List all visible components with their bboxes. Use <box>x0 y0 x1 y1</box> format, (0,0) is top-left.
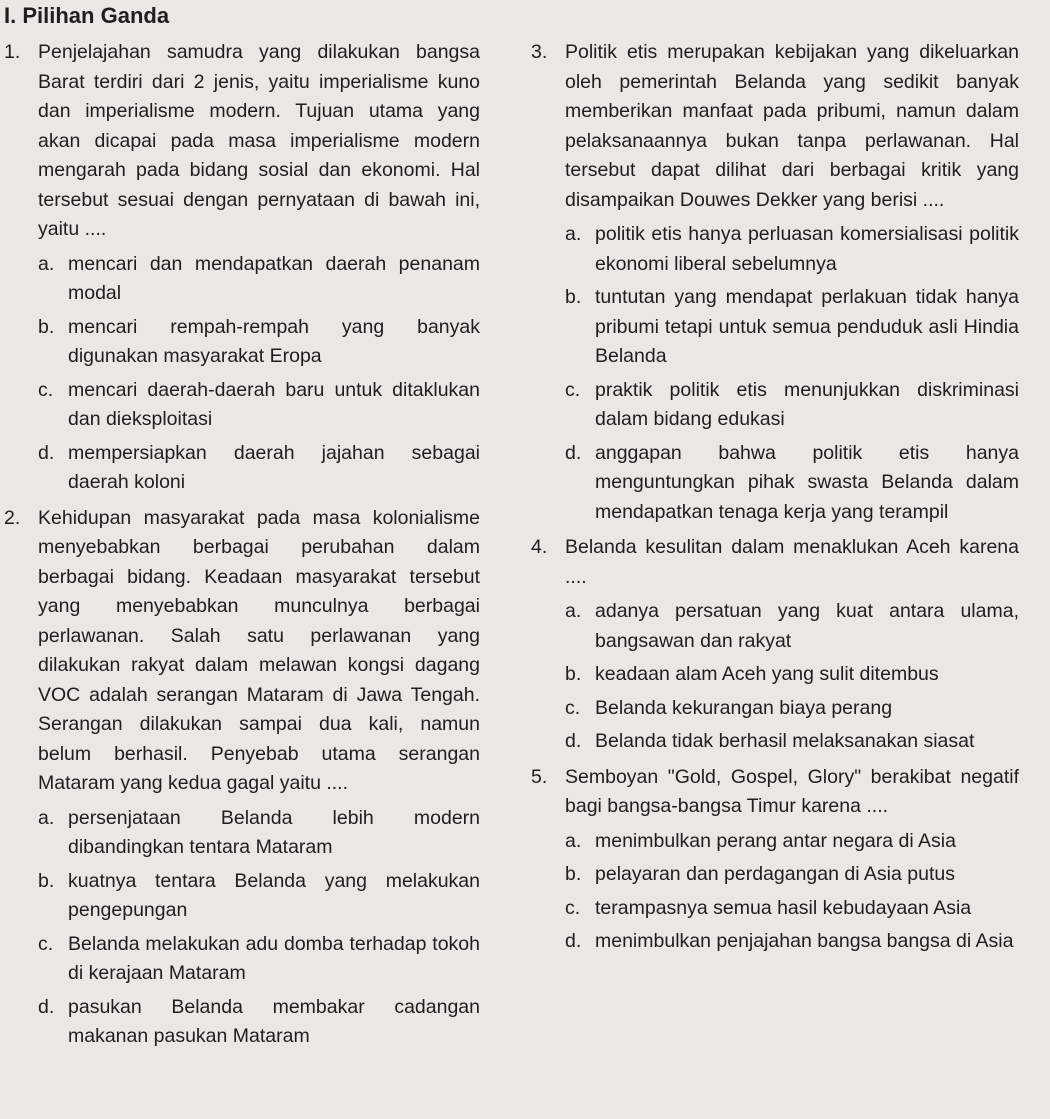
option-letter: c. <box>38 932 54 955</box>
option-letter: b. <box>565 663 582 685</box>
option-letter: b. <box>565 863 582 885</box>
option-b[interactable] <box>565 283 1019 372</box>
option-text: kuatnya tentara Belanda yang melakukan pengepungan <box>68 869 480 921</box>
option-c[interactable] <box>565 376 1019 435</box>
option-a[interactable] <box>565 827 1019 857</box>
option-text: keadaan alam Aceh yang sulit ditembus <box>595 663 939 685</box>
option-letter: a. <box>565 600 582 622</box>
option-a[interactable] <box>38 804 480 863</box>
option-text: anggapan bahwa politik etis hanya menguntungkan pihak swasta Belanda dalam mendapatkan tenaga kerja yang terampil <box>595 441 1019 523</box>
option-text: mencari rempah-rempah yang banyak digunakan masyarakat Eropa <box>68 315 480 367</box>
option-letter: d. <box>565 930 582 952</box>
option-letter: c. <box>565 378 581 401</box>
option-text: mencari dan mendapatkan daerah penanam modal <box>68 252 480 304</box>
option-text: Belanda tidak berhasil melaksanakan siasat <box>595 730 975 752</box>
option-list <box>38 250 480 498</box>
option-c[interactable] <box>565 694 1019 724</box>
question-2 <box>4 504 480 1052</box>
option-b[interactable] <box>38 867 480 926</box>
option-a[interactable] <box>565 597 1019 656</box>
option-text: pelayaran dan perdagangan di Asia putus <box>595 863 955 885</box>
question-4 <box>531 533 1019 757</box>
option-c[interactable] <box>38 930 480 989</box>
question-text: Semboyan "Gold, Gospel, Glory" berakibat negatif bagi bangsa-bangsa Timur karena .... <box>565 765 1019 817</box>
question-text: Politik etis merupakan kebijakan yang dikeluarkan oleh pemerintah Belanda yang sedikit banyak memberikan manfaat pada pribumi, namun dalam pelaksanaannya bukan tanpa perlawanan. Hal tersebut dapat dilihat dari berbagai kritik yang disampaikan Douwes Dekker yang berisi .... <box>565 41 1019 211</box>
option-text: tuntutan yang mendapat perlakuan tidak hanya pribumi tetapi untuk semua penduduk asli Hindia Belanda <box>595 286 1019 367</box>
option-b[interactable] <box>565 860 1019 890</box>
option-letter: a. <box>38 806 55 829</box>
section-heading <box>4 2 169 30</box>
option-letter: d. <box>38 995 55 1018</box>
question-text: Kehidupan masyarakat pada masa kolonialisme menyebabkan berbagai perubahan dalam berbagai bidang. Keadaan masyarakat tersebut yang menyebabkan munculnya berbagai perlawanan. Salah satu perlawanan yang dilakukan rakyat dalam melawan kongsi dagang VOC adalah serangan Mataram di Jawa Tengah. Serangan dilakukan sampai dua kali, namun belum berhasil. Penyebab utama serangan Mataram yang kedua gagal yaitu .... <box>38 506 480 794</box>
question-number: 5. <box>531 765 548 788</box>
option-text: pasukan Belanda membakar cadangan makanan pasukan Mataram <box>68 995 480 1047</box>
option-text: menimbulkan perang antar negara di Asia <box>595 829 956 852</box>
question-number: 3. <box>531 41 548 63</box>
question-3 <box>531 38 1019 527</box>
option-text: persenjataan Belanda lebih modern dibandingkan tentara Mataram <box>68 806 480 858</box>
option-letter: b. <box>565 286 582 308</box>
option-b[interactable] <box>38 313 480 372</box>
option-letter: d. <box>38 441 55 464</box>
option-text: praktik politik etis menunjukkan diskriminasi dalam bidang edukasi <box>595 378 1019 430</box>
question-text: Penjelajahan samudra yang dilakukan bangsa Barat terdiri dari 2 jenis, yaitu imperialisme kuno dan imperialisme modern. Tujuan utama yang akan dicapai pada masa imperialisme modern mengarah pada bidang sosial dan ekonomi. Hal tersebut sesuai dengan pernyataan di bawah ini, yaitu .... <box>38 41 480 240</box>
option-list <box>565 220 1019 527</box>
question-number: 1. <box>4 41 21 63</box>
option-list <box>38 804 480 1052</box>
option-c[interactable] <box>565 894 1019 924</box>
option-c[interactable] <box>38 376 480 435</box>
left-column <box>4 38 480 1056</box>
option-letter: a. <box>565 829 582 852</box>
option-d[interactable] <box>565 727 1019 757</box>
option-d[interactable] <box>38 993 480 1052</box>
option-letter: d. <box>565 441 582 464</box>
option-list <box>565 597 1019 757</box>
question-text: Belanda kesulitan dalam menaklukan Aceh karena .... <box>565 536 1019 588</box>
option-text: Belanda melakukan adu domba terhadap tokoh di kerajaan Mataram <box>68 932 480 984</box>
option-text: menimbulkan penjajahan bangsa bangsa di Asia <box>595 930 1014 952</box>
question-number: 4. <box>531 536 548 558</box>
section-number: I. <box>4 3 17 28</box>
option-text: adanya persatuan yang kuat antara ulama, bangsawan dan rakyat <box>595 600 1019 652</box>
option-text: politik etis hanya perluasan komersialisasi politik ekonomi liberal sebelumnya <box>595 223 1019 275</box>
option-list <box>565 827 1019 957</box>
option-letter: c. <box>38 378 54 401</box>
option-letter: c. <box>565 696 581 719</box>
right-column <box>531 38 1019 961</box>
option-letter: c. <box>565 896 581 919</box>
option-d[interactable] <box>38 439 480 498</box>
option-a[interactable] <box>565 220 1019 279</box>
question-1 <box>4 38 480 498</box>
section-title: Pilihan Ganda <box>22 3 170 28</box>
option-d[interactable] <box>565 927 1019 957</box>
question-5 <box>531 763 1019 957</box>
option-b[interactable] <box>565 660 1019 690</box>
option-letter: b. <box>38 315 55 338</box>
question-number: 2. <box>4 506 21 529</box>
option-letter: a. <box>565 223 582 245</box>
option-letter: d. <box>565 730 582 752</box>
option-text: terampasnya semua hasil kebudayaan Asia <box>595 896 972 919</box>
option-text: mencari daerah-daerah baru untuk ditaklukan dan dieksploitasi <box>68 378 480 430</box>
option-letter: b. <box>38 869 55 892</box>
option-letter: a. <box>38 252 55 275</box>
option-a[interactable] <box>38 250 480 309</box>
option-d[interactable] <box>565 439 1019 528</box>
option-text: mempersiapkan daerah jajahan sebagai daerah koloni <box>68 441 480 493</box>
option-text: Belanda kekurangan biaya perang <box>595 696 893 719</box>
